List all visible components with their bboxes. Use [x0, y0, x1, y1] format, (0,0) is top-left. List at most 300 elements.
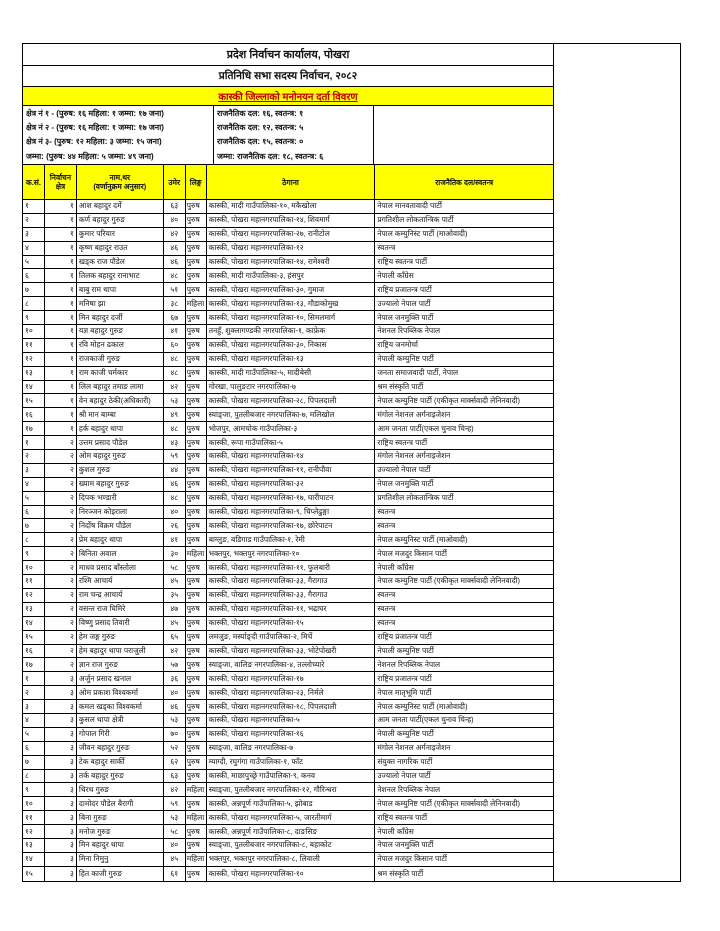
row-age: ३५: [164, 589, 186, 602]
row-party: नेपाल कम्युनिष्ट पार्टी (एकीकृत मार्क्सवादी लेनिनवादी): [377, 798, 521, 808]
row-age: ५८: [164, 561, 186, 574]
row-address: कास्की, पोखरा महानगरपालिका-१४: [207, 450, 376, 463]
table-row: [23, 381, 553, 395]
row-age: ४०: [164, 214, 186, 227]
row-gender: पुरुष: [186, 228, 207, 241]
table-row: [23, 311, 553, 325]
row-sn: १०: [23, 797, 45, 810]
row-party: राष्ट्रिय स्वतन्त्र पार्टी: [377, 812, 428, 822]
row-party: प्रगतिशील लोकतान्त्रिक पार्टी: [377, 215, 454, 225]
row-gender: पुरुष: [186, 519, 207, 532]
table-row: [23, 645, 553, 659]
table-row: [23, 478, 553, 492]
row-party: उज्यालो नेपाल पार्टी: [377, 770, 431, 780]
registration-title-band: [23, 87, 553, 106]
row-constituency: २: [45, 436, 77, 449]
summary-line: क्षेत्र नं २ - (पुरुष: १६ महिला: १ जम्मा: १७ जना): [26, 123, 164, 133]
row-constituency: ३: [45, 700, 77, 713]
row-party: राष्ट्रिय स्वतन्त्र पार्टी: [377, 437, 428, 447]
row-sn: १५: [23, 394, 45, 407]
row-gender: पुरुष: [186, 478, 207, 491]
row-age: ४२: [164, 228, 186, 241]
row-constituency: १: [45, 200, 77, 213]
row-address: कास्की, पोखरा महानगरपालिका-१०, सिमलमार्ग: [207, 311, 376, 324]
summary-constituency-counts: [23, 106, 214, 164]
row-candidate-name: दामोदर पौडेल बैरागी: [77, 797, 164, 810]
row-constituency: २: [45, 589, 77, 602]
row-candidate-name: प्रेम बहादुर थापा: [77, 533, 164, 546]
row-gender: पुरुष: [186, 339, 207, 352]
row-address: कास्की, पोखरा महानगरपालिका-१७, छोरेपाटन: [207, 519, 376, 532]
summary-line: राजनैतिक दल: १५, स्वतन्त्र: ०: [217, 137, 304, 147]
table-row: [23, 728, 553, 742]
table-row: [23, 436, 553, 450]
row-party: मंगोल नेशनल अर्गनाइजेशन: [377, 451, 451, 461]
table-row: [23, 200, 553, 214]
row-address: कास्की, पोखरा महानगरपालिका-९, चिप्लेढुङ्गा: [207, 506, 376, 519]
row-address: कास्की, पोखरा महानगरपालिका-११, भद्राघर: [207, 603, 376, 616]
row-gender: महिला: [186, 783, 207, 796]
row-sn: ७: [23, 756, 45, 769]
row-age: ५९: [164, 450, 186, 463]
row-gender: पुरुष: [186, 603, 207, 616]
row-constituency: ३: [45, 853, 77, 866]
table-row: [23, 367, 553, 381]
row-age: ३८: [164, 297, 186, 310]
row-candidate-name: यज्ञ बहादुर गुरुङ: [77, 325, 164, 338]
column-header-sn: [23, 165, 45, 199]
row-constituency: १: [45, 325, 77, 338]
row-constituency: ३: [45, 797, 77, 810]
summary-line: क्षेत्र नं ३- (पुरुष: १२ महिला: ३ जम्मा: १५ जना): [26, 137, 162, 147]
row-age: ४८: [164, 367, 186, 380]
table-row: [23, 492, 553, 506]
row-party: मंगोल नेशनल अर्गनाइजेशन: [377, 743, 451, 753]
row-candidate-name: निर्दोष विक्रम पौडेल: [77, 519, 164, 532]
row-address: कास्की, अन्नपूर्ण गाउँपालिका-५, झोबाड: [207, 797, 376, 810]
row-sn: ८: [23, 297, 45, 310]
row-address: गोरखा, पालुङटार नगरपालिका-७: [207, 381, 376, 394]
row-sn: ६: [23, 506, 45, 519]
row-address: कास्की, पोखरा महानगरपालिका-२३, निर्मले: [207, 686, 376, 699]
row-address: कास्की, मादी गाउँपालिका-३, हंसपुर: [207, 269, 376, 282]
table-row: [23, 214, 553, 228]
row-candidate-name: मनोज गुरुङ: [77, 825, 164, 838]
table-row: [23, 422, 553, 436]
row-party: संयुक्त नागरिक पार्टी: [377, 757, 433, 767]
row-sn: २: [23, 450, 45, 463]
table-content: [23, 44, 554, 881]
row-constituency: २: [45, 575, 77, 588]
row-age: ४१: [164, 533, 186, 546]
row-party: नेपाल जनमुक्ति पार्टी: [377, 840, 434, 850]
row-sn: ४: [23, 242, 45, 255]
row-constituency: ३: [45, 867, 77, 881]
row-address: कास्की, पोखरा महानगरपालिका-१४, शिवमार्ग: [207, 214, 376, 227]
row-party: नेपाल कम्युनिष्ट पार्टी (एकीकृत मार्क्सवादी लेनिनवादी): [377, 576, 521, 586]
row-age: ४५: [164, 575, 186, 588]
row-candidate-name: कुसल थापा क्षेत्री: [77, 714, 164, 727]
table-row: [23, 297, 553, 311]
column-header-party: [375, 165, 553, 199]
row-address: कास्की, पोखरा महानगरपालिका-१६: [207, 728, 376, 741]
row-sn: १२: [23, 353, 45, 366]
row-age: ५२: [164, 742, 186, 755]
row-constituency: ३: [45, 756, 77, 769]
row-constituency: १: [45, 353, 77, 366]
column-header-sn-text: क.सं.: [25, 177, 41, 187]
row-age: ५३: [164, 714, 186, 727]
rows: [23, 200, 553, 881]
row-constituency: ३: [45, 686, 77, 699]
row-party: नेपाल मातृभूमि पार्टी: [377, 687, 432, 697]
row-constituency: २: [45, 478, 77, 491]
row-sn: ९: [23, 783, 45, 796]
row-age: ४६: [164, 256, 186, 269]
row-sn: ६: [23, 742, 45, 755]
row-candidate-name: राम चन्द्र आचार्य: [77, 589, 164, 602]
registration-title-text: कास्की जिल्लाको मनोनयन दर्ता विवरण: [218, 92, 358, 103]
row-age: ६७: [164, 311, 186, 324]
row-address: कास्की, पोखरा महानगरपालिका-१३: [207, 353, 376, 366]
row-sn: १०: [23, 325, 45, 338]
row-sn: १६: [23, 645, 45, 658]
row-age: ६१: [164, 867, 186, 881]
row-gender: पुरुष: [186, 686, 207, 699]
row-sn: ३: [23, 464, 45, 477]
row-age: ४८: [164, 492, 186, 505]
row-party: श्रम संस्कृति पार्टी: [377, 868, 424, 878]
row-candidate-name: तर्क बहादुर गुरुङ: [77, 770, 164, 783]
election-title-text: प्रतिनिधि सभा सदस्य निर्वाचन, २०८२: [218, 70, 358, 82]
row-party: स्वतन्त्र: [377, 520, 396, 530]
row-constituency: १: [45, 269, 77, 282]
row-address: म्याग्दी, रघुगंगा गाउँपालिका-१, फाँट: [207, 756, 376, 769]
row-age: ५९: [164, 797, 186, 810]
table-row: [23, 631, 553, 645]
row-gender: पुरुष: [186, 325, 207, 338]
table-row: [23, 839, 553, 853]
row-gender: पुरुष: [186, 672, 207, 685]
row-constituency: २: [45, 631, 77, 644]
row-party: नेपाल जनमुक्ति पार्टी: [377, 479, 434, 489]
row-party: नेपाल मजदुर किसान पार्टी: [377, 548, 447, 558]
row-party: स्वतन्त्र: [377, 243, 396, 253]
row-address: कास्की, पोखरा महानगरपालिका-१७, घारीपाटन: [207, 492, 376, 505]
row-party: उज्यालो नेपाल पार्टी: [377, 465, 431, 475]
column-header-age-text: उमेर: [168, 177, 181, 187]
table-row: [23, 506, 553, 520]
row-constituency: १: [45, 394, 77, 407]
row-address: लमजुङ, मर्स्याङ्दी गाउँपालिका-२, मिर्चे: [207, 631, 376, 644]
office-title: [23, 44, 553, 66]
row-candidate-name: हित काजी गुरुङ: [77, 867, 164, 881]
table-row: [23, 325, 553, 339]
row-sn: १: [23, 436, 45, 449]
row-gender: महिला: [186, 297, 207, 310]
row-sn: ११: [23, 811, 45, 824]
row-address: कास्की, पोखरा महानगरपालिका-११, रानीपौवा: [207, 464, 376, 477]
row-sn: ९: [23, 547, 45, 560]
row-sn: ४: [23, 478, 45, 491]
column-header-constituency: [45, 165, 77, 199]
row-party: नेपाली काँग्रेस: [377, 562, 414, 572]
row-candidate-name: मिना निमुनु: [77, 853, 164, 866]
row-party: नेपाल जनमुक्ति पार्टी: [377, 312, 434, 322]
row-gender: पुरुष: [186, 200, 207, 213]
row-gender: पुरुष: [186, 825, 207, 838]
row-age: ५३: [164, 811, 186, 824]
row-constituency: ३: [45, 728, 77, 741]
row-constituency: २: [45, 645, 77, 658]
row-address: कास्की, पोखरा महानगरपालिका-३३, भोटेपोखरी: [207, 645, 376, 658]
row-sn: ८: [23, 533, 45, 546]
row-candidate-name: वसन्त राज घिमिरे: [77, 603, 164, 616]
row-sn: १६: [23, 408, 45, 421]
row-party: नेपाली काँग्रेस: [377, 270, 414, 280]
row-age: ६३: [164, 770, 186, 783]
row-party: नेपाली कम्युनिष्ट पार्टी: [377, 645, 434, 655]
table-row: [23, 672, 553, 686]
row-sn: २: [23, 686, 45, 699]
row-gender: पुरुष: [186, 575, 207, 588]
row-party: नेशनल रिपब्लिक नेपाल: [377, 784, 441, 794]
row-constituency: १: [45, 283, 77, 296]
row-constituency: २: [45, 603, 77, 616]
row-gender: पुरुष: [186, 700, 207, 713]
row-candidate-name: ज्ञान राज गुरुङ: [77, 658, 164, 671]
row-candidate-name: जीवन बहादुर गुरुङ: [77, 742, 164, 755]
row-constituency: ३: [45, 825, 77, 838]
row-sn: ६: [23, 269, 45, 282]
row-constituency: ३: [45, 839, 77, 852]
row-candidate-name: मनिषा झा: [77, 297, 164, 310]
row-gender: पुरुष: [186, 728, 207, 741]
row-candidate-name: राम काजी चर्मकार: [77, 367, 164, 380]
row-sn: १: [23, 672, 45, 685]
row-constituency: ३: [45, 672, 77, 685]
row-address: कास्की, पोखरा महानगरपालिका-५, जारतीमार्ग: [207, 811, 376, 824]
row-candidate-name: बिना गुरुङ: [77, 811, 164, 824]
column-header-age: [164, 165, 186, 199]
row-party: राष्ट्रिय प्रजातन्त्र पार्टी: [377, 284, 432, 294]
row-gender: पुरुष: [186, 242, 207, 255]
row-age: ४८: [164, 422, 186, 435]
row-constituency: १: [45, 339, 77, 352]
row-age: ६५: [164, 631, 186, 644]
table-row: [23, 742, 553, 756]
table-row: [23, 269, 553, 283]
row-gender: पुरुष: [186, 617, 207, 630]
column-header-name: [77, 165, 164, 199]
summary-line: क्षेत्र नं १ - (पुरुष: १६ महिला: १ जम्मा: १७ जना): [26, 109, 164, 118]
row-address: कास्की, पोखरा महानगरपालिका-१२: [207, 242, 376, 255]
table-row: [23, 825, 553, 839]
row-address: कास्की, पोखरा महानगरपालिका-३०, निकास: [207, 339, 376, 352]
row-constituency: ३: [45, 742, 77, 755]
row-address: भक्तपुर, भक्तपुर नगरपालिका-१०: [207, 547, 376, 560]
column-header-party-text: राजनैतिक दल/स्वतन्त्र: [435, 177, 494, 187]
row-candidate-name: श्री मान बाम्बा: [77, 408, 164, 421]
row-age: ५१: [164, 283, 186, 296]
row-gender: पुरुष: [186, 214, 207, 227]
row-constituency: १: [45, 228, 77, 241]
row-party: नेशनल रिपब्लिक नेपाल: [377, 659, 441, 669]
row-party: मंगोल नेशनल अर्गनाइजेशन: [377, 409, 451, 419]
row-constituency: २: [45, 464, 77, 477]
row-sn: ७: [23, 283, 45, 296]
row-age: ४६: [164, 700, 186, 713]
row-sn: २: [23, 214, 45, 227]
row-address: स्याङ्जा, पुतलीबजार नगरपालिका-८, बहाकोट: [207, 839, 376, 852]
row-gender: पुरुष: [186, 533, 207, 546]
row-gender: पुरुष: [186, 394, 207, 407]
row-sn: ५: [23, 256, 45, 269]
row-gender: पुरुष: [186, 645, 207, 658]
row-gender: पुरुष: [186, 770, 207, 783]
row-candidate-name: राजकाजी गुरुङ: [77, 353, 164, 366]
row-sn: १५: [23, 631, 45, 644]
row-candidate-name: कमल खड्का विश्वकर्मा: [77, 700, 164, 713]
row-candidate-name: मिन बहादुर थापा: [77, 839, 164, 852]
row-candidate-name: आश बहादुर दर्मे: [77, 200, 164, 213]
column-header-row: [23, 165, 553, 200]
table-row: [23, 700, 553, 714]
table-row: [23, 228, 553, 242]
row-party: प्रगतिशील लोकतान्त्रिक पार्टी: [377, 493, 454, 503]
row-constituency: १: [45, 367, 77, 380]
row-address: कास्की, मादी गाउँपालिका-५, मादीबेसी: [207, 367, 376, 380]
table-row: [23, 589, 553, 603]
row-party: स्वतन्त्र: [377, 590, 396, 600]
table-row: [23, 519, 553, 533]
table-row: [23, 450, 553, 464]
row-sn: ३: [23, 228, 45, 241]
row-address: कास्की, पोखरा महानगरपालिका-१३, गौडाकोमुख: [207, 297, 376, 310]
row-address: कास्की, पोखरा महानगरपालिका-१०: [207, 867, 376, 881]
table-row: [23, 339, 553, 353]
row-sn: १४: [23, 617, 45, 630]
row-party: राष्ट्रिय प्रजातन्त्र पार्टी: [377, 632, 432, 642]
row-address: स्याङ्जा, वालिङ नगरपालिका-७: [207, 742, 376, 755]
row-age: ६०: [164, 339, 186, 352]
row-candidate-name: निरञ्जन कोइराला: [77, 506, 164, 519]
row-address: कास्की, पोखरा महानगरपालिका-५: [207, 714, 376, 727]
summary-line: राजनैतिक दल: १६, स्वतन्त्र: १: [217, 109, 304, 118]
table-row: [23, 867, 553, 881]
row-sn: ९: [23, 311, 45, 324]
row-candidate-name: हेम जङ्ग गुरुङ: [77, 631, 164, 644]
row-age: ४०: [164, 506, 186, 519]
row-candidate-name: माधव प्रसाद बाँस्तोला: [77, 561, 164, 574]
row-candidate-name: रश्मि आचार्य: [77, 575, 164, 588]
row-gender: महिला: [186, 811, 207, 824]
row-party: नेपाली कम्युनिष्ट पार्टी: [377, 729, 434, 739]
row-sn: ८: [23, 770, 45, 783]
row-age: ३६: [164, 672, 186, 685]
row-sn: १४: [23, 381, 45, 394]
row-candidate-name: गोपाल गिरी: [77, 728, 164, 741]
row-sn: १३: [23, 839, 45, 852]
row-constituency: ३: [45, 770, 77, 783]
row-age: ६३: [164, 200, 186, 213]
row-constituency: २: [45, 617, 77, 630]
row-candidate-name: ओम बहादुर गुरुङ: [77, 450, 164, 463]
row-sn: ५: [23, 492, 45, 505]
column-header-constituency-line1: निर्वाचन: [49, 173, 71, 182]
row-gender: पुरुष: [186, 561, 207, 574]
row-candidate-name: विष्णु प्रसाद तिवारी: [77, 617, 164, 630]
row-sn: १: [23, 200, 45, 213]
row-constituency: २: [45, 533, 77, 546]
row-age: ४७: [164, 603, 186, 616]
row-address: तनहुँ, शुक्लागण्डकी नगरपालिका-१, काफ्रेक: [207, 325, 376, 338]
row-constituency: २: [45, 547, 77, 560]
summary-block: [23, 106, 553, 165]
row-sn: १२: [23, 825, 45, 838]
table-row: [23, 603, 553, 617]
row-party: उज्यालो नेपाल पार्टी: [377, 298, 431, 308]
row-age: ७०: [164, 728, 186, 741]
row-candidate-name: वेन बहादुर ठेकी(अधिकारी): [77, 394, 164, 407]
table-row: [23, 464, 553, 478]
row-address: कास्की, पोखरा महानगरपालिका-११, फुलबारी: [207, 561, 376, 574]
summary-line: जम्मा: (पुरुष: ४४ महिला: ५ जम्मा: ४९ जना): [26, 151, 154, 161]
row-candidate-name: खड्क राज पौडेल: [77, 256, 164, 269]
row-address: कास्की, पोखरा महानगरपालिका-१५: [207, 617, 376, 630]
summary-party-counts: [214, 106, 374, 164]
row-sn: १५: [23, 867, 45, 881]
column-header-gender: [186, 165, 207, 199]
row-candidate-name: थिरथ गुरुङ: [77, 783, 164, 796]
row-sn: ५: [23, 728, 45, 741]
row-candidate-name: अर्जुन प्रसाद खनाल: [77, 672, 164, 685]
row-candidate-name: लिल बहादुर तमाङ लामा: [77, 381, 164, 394]
row-party: श्रम संस्कृति पार्टी: [377, 382, 424, 392]
table-row: [23, 714, 553, 728]
row-age: ४९: [164, 408, 186, 421]
row-address: कास्की, पोखरा महानगरपालिका-२७, रानीटोल: [207, 228, 376, 241]
column-header-name-line2: (वर्णानुक्रम अनुसार): [93, 182, 147, 191]
table-row: [23, 547, 553, 561]
table-row: [23, 256, 553, 270]
row-sn: १३: [23, 603, 45, 616]
row-gender: पुरुष: [186, 283, 207, 296]
row-sn: ७: [23, 519, 45, 532]
row-gender: पुरुष: [186, 797, 207, 810]
row-party: नेपाल कम्युनिस्ट पार्टी (माओवादी): [377, 701, 468, 711]
table-row: [23, 797, 553, 811]
row-party: नेशनल रिपब्लिक नेपाल: [377, 326, 441, 336]
row-constituency: २: [45, 519, 77, 532]
row-age: ३०: [164, 547, 186, 560]
row-candidate-name: उत्तम प्रसाद पौडेल: [77, 436, 164, 449]
table-row: [23, 408, 553, 422]
row-gender: पुरुष: [186, 589, 207, 602]
row-party: नेपाल मजदुर किसान पार्टी: [377, 854, 447, 864]
row-party: राष्ट्रिय जनमोर्चा: [377, 340, 418, 350]
row-address: कास्की, पोखरा महानगरपालिका-१७: [207, 672, 376, 685]
row-sn: १७: [23, 422, 45, 435]
row-party: राष्ट्रिय प्रजातन्त्र पार्टी: [377, 673, 432, 683]
table-row: [23, 617, 553, 631]
row-age: ४३: [164, 436, 186, 449]
row-candidate-name: ओम प्रकाश विश्वकर्मा: [77, 686, 164, 699]
row-age: ४५: [164, 617, 186, 630]
row-age: ५८: [164, 825, 186, 838]
row-constituency: २: [45, 561, 77, 574]
row-address: भोजपुर, आमचोक गाउँपालिका-३: [207, 422, 376, 435]
